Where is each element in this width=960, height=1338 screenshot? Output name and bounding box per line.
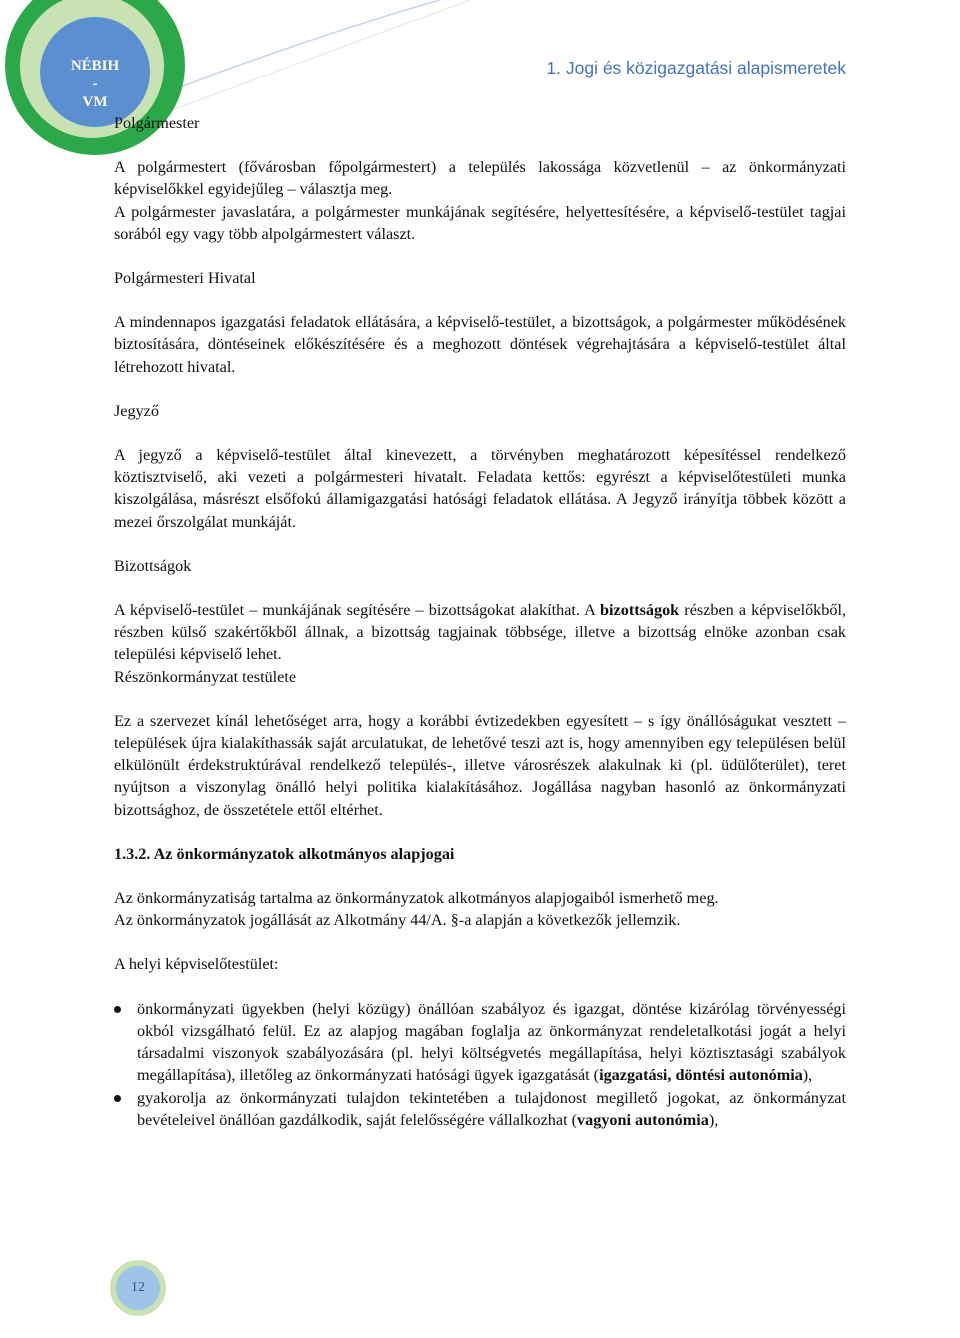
section-heading-reszonkormanyzat: Részönkormányzat testülete bbox=[114, 667, 297, 686]
bullet-icon bbox=[114, 1006, 121, 1013]
paragraph: Ez a szervezet kínál lehetőséget arra, hogy a korábbi évtizedekben egyesített – s így önállóságukat vesztett – települések újra kialakíthassák saját arculatukat, de lehetővé teszi azt is, hogy amennyiben egy településen belül elkülönült érdekstruktúrával rendelkező település-, illetve városrészek alakulnak ki (pl. üdülőterület), teret nyújtson a viszonylag önálló helyi politika kialakításához. Jogállása nagyban hasonló az önkormányzati bizottsághoz, de összetétele ettől eltérhet. bbox=[114, 711, 846, 819]
page-number-badge bbox=[110, 1260, 166, 1316]
paragraph: A polgármestert (fővárosban főpolgármestert) a település lakossága közvetlenül – az önkormányzati képviselőkkel egyidejűleg – választja meg. bbox=[114, 158, 846, 199]
bold-term: igazgatási, döntési autonómia bbox=[599, 1066, 803, 1085]
bold-term: bizottságok bbox=[600, 601, 680, 620]
logo-line-2: - bbox=[92, 76, 98, 92]
logo-line-3: VM bbox=[82, 94, 108, 110]
paragraph: A képviselő-testület – munkájának segítésére – bizottságokat alakíthat. A bizottságok részben a képviselőkből, részben külső szakértőkből állnak, a bizottság tagjainak többsége, illetve a bizottság elnöke azonban csak települési képviselő lehet. bbox=[114, 601, 847, 664]
logo-line-1: NÉBIH bbox=[70, 58, 120, 74]
header-swoosh-line-2 bbox=[150, 0, 470, 118]
logo-text bbox=[60, 57, 130, 111]
bullet-icon bbox=[114, 1095, 121, 1102]
section-heading-alapjogok: 1.3.2. Az önkormányzatok alkotmányos alapjogai bbox=[114, 844, 455, 863]
section-heading-polgarmester: Polgármester bbox=[114, 114, 200, 132]
list-item: önkormányzati ügyekben (helyi közügy) önállóan szabályoz és igazgat, döntése kizárólag törvényességi okból vizsgálható felül. Ez az alapjog magában foglalja az önkormányzat rendeletalkotási jogát a helyi társadalmi viszonyok szabályozására (pl. helyi költségvetés megállapítása, helyi köztisztasági szabályok megállapítása), illetőleg az önkormányzati hatósági ügyek igazgatását (igazgatási, döntési autonómia), bbox=[114, 998, 846, 1087]
section-heading-jegyzo: Jegyző bbox=[114, 401, 159, 420]
section-heading-bizottsagok: Bizottságok bbox=[114, 556, 192, 575]
bullet-list bbox=[114, 998, 846, 1131]
paragraph: Az önkormányzatok jogállását az Alkotmány 44/A. §-a alapján a következők jellemzik. bbox=[114, 911, 681, 930]
document-body bbox=[114, 112, 846, 1131]
list-item: gyakorolja az önkormányzati tulajdon tekintetében a tulajdonost megillető jogokat, az önkormányzat bevételeivel önállóan gazdálkodik, saját felelősségére vállalkozhat (vagyoni autonómia), bbox=[114, 1087, 846, 1131]
bold-term: vagyoni autonómia bbox=[577, 1110, 709, 1129]
paragraph: A mindennapos igazgatási feladatok ellátására, a képviselő-testület, a bizottságok, a polgármester működésének biztosítására, döntéseinek előkészítésére és a meghozott döntések végrehajtására a képviselő-testület által létrehozott hivatal. bbox=[114, 313, 846, 376]
section-heading-hivatal: Polgármesteri Hivatal bbox=[114, 269, 256, 288]
paragraph: A jegyző a képviselő-testület által kinevezett, a törvényben meghatározott képesítéssel rendelkező köztisztviselő, aki vezeti a polgármesteri hivatalt. Feladata kettős: egyrészt a képviselőtestületi munka kiszolgálása, másrészt elsőfokú államigazgatási hatósági feladatok ellátása. A Jegyző irányítja többek között a mezei őrszolgálat munkáját. bbox=[114, 446, 846, 531]
page-number: 12 bbox=[131, 1280, 145, 1295]
section-heading-helyi: A helyi képviselőtestület: bbox=[114, 955, 279, 974]
chapter-title: 1. Jogi és közigazgatási alapismeretek bbox=[546, 58, 846, 78]
paragraph: Az önkormányzatiság tartalma az önkormányzatok alkotmányos alapjogaiból ismerhető meg. bbox=[114, 889, 719, 908]
paragraph: A polgármester javaslatára, a polgármester munkájának segítésére, helyettesítésére, a képviselő-testület tagjai sorából egy vagy több alpolgármestert választ. bbox=[114, 202, 846, 243]
